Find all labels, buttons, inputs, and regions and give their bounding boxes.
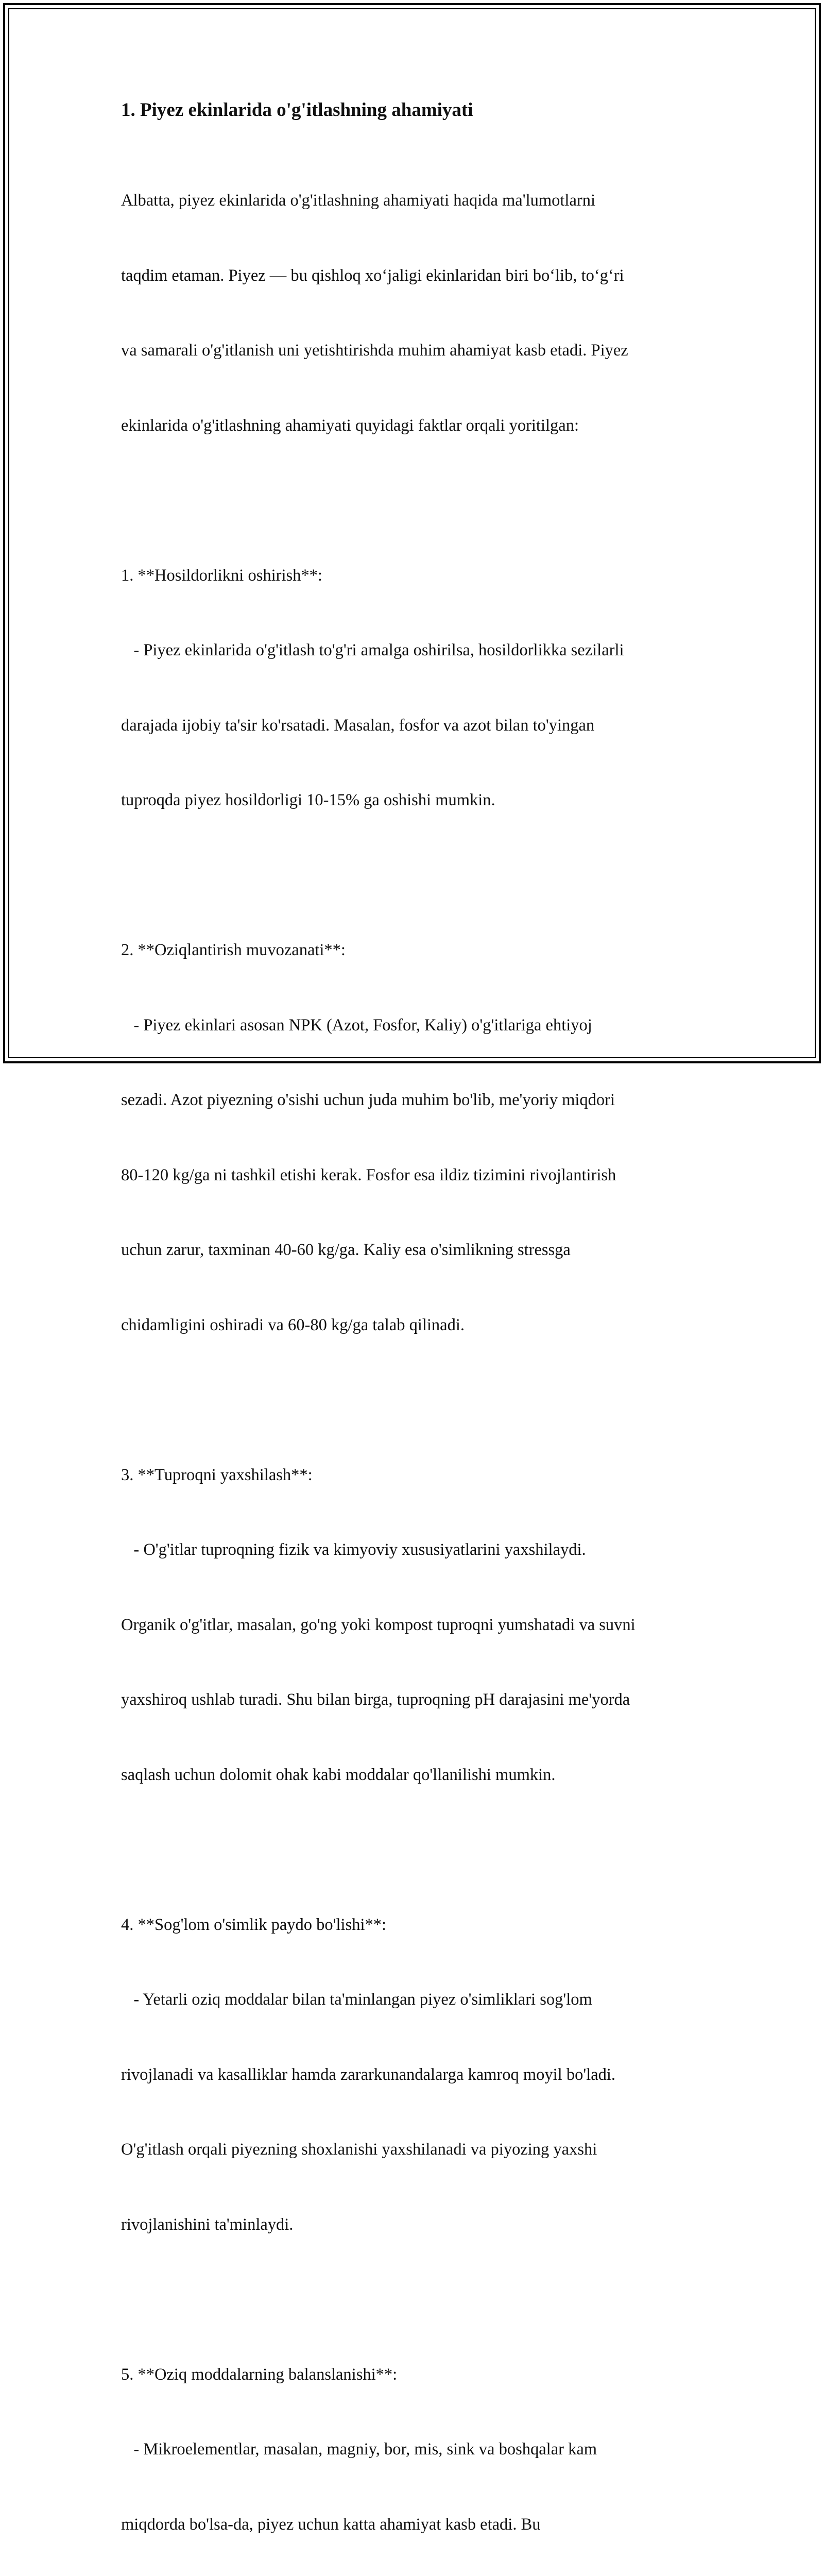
section-2 [121,888,713,1387]
section-title: 1. **Hosildorlikni oshirish**: [121,563,713,588]
document-body [121,98,713,2576]
section-title: 4. **Sog'lom o'simlik paydo bo'lishi**: [121,1912,713,1938]
text-line: rivojlanadi va kasalliklar hamda zararkunandalarga kamroq moyil bo'ladi. [121,2062,713,2088]
section-3 [121,1413,713,1838]
text-line: saqlash uchun dolomit ohak kabi moddalar qo'llanilishi mumkin. [121,1762,713,1788]
text-line: 80-120 kg/ga ni tashkil etishi kerak. Fosfor esa ildiz tizimini rivojlantirish [121,1163,713,1188]
text-line: taqdim etaman. Piyez — bu qishloq xo‘jaligi ekinlaridan biri bo‘lib, to‘g‘ri [121,263,713,289]
text-line: tuproqda piyez hosildorligi 10-15% ga oshishi mumkin. [121,788,713,813]
text-line: - Yetarli oziq moddalar bilan ta'minlangan piyez o'simliklari sog'lom [121,1987,713,2012]
text-line: chidamligini oshiradi va 60-80 kg/ga talab qilinadi. [121,1313,713,1338]
text-line: - Piyez ekinlari asosan NPK (Azot, Fosfor, Kaliy) o'g'itlariga ehtiyoj [121,1013,713,1038]
text-line: va samarali o'g'itlanish uni yetishtirishda muhim ahamiyat kasb etadi. Piyez [121,338,713,363]
intro-paragraph [121,138,713,488]
section-5 [121,2312,713,2576]
section-title: 2. **Oziqlantirish muvozanati**: [121,938,713,963]
text-line: - Piyez ekinlarida o'g'itlash to'g'ri amalga oshirilsa, hosildorlikka sezilarli [121,638,713,663]
text-line: ekinlarida o'g'itlashning ahamiyati quyidagi faktlar orqali yoritilgan: [121,413,713,438]
text-line: - O'g'itlar tuproqning fizik va kimyoviy xususiyatlarini yaxshilaydi. [121,1537,713,1563]
text-line: uchun zarur, taxminan 40-60 kg/ga. Kaliy esa o'simlikning stressga [121,1238,713,1263]
page-title: 1. Piyez ekinlarida o'g'itlashning ahamiyati [121,98,713,123]
text-line: Organik o'g'itlar, masalan, go'ng yoki kompost tuproqni yumshatadi va suvni [121,1613,713,1638]
text-line: rivojlanishini ta'minlaydi. [121,2212,713,2238]
text-line: sezadi. Azot piyezning o'sishi uchun juda muhim bo'lib, me'yoriy miqdori [121,1088,713,1113]
text-line: - Mikroelementlar, masalan, magniy, bor, mis, sink va boshqalar kam [121,2437,713,2462]
section-4 [121,1862,713,2287]
text-line: miqdorda bo'lsa-da, piyez uchun katta ahamiyat kasb etadi. Bu [121,2512,713,2537]
text-line: darajada ijobiy ta'sir ko'rsatadi. Masalan, fosfor va azot bilan to'yingan [121,713,713,738]
text-line: yaxshiroq ushlab turadi. Shu bilan birga, tuproqning pH darajasini me'yorda [121,1687,713,1713]
section-1 [121,513,713,863]
section-title: 5. **Oziq moddalarning balanslanishi**: [121,2362,713,2387]
text-line: O'g'itlash orqali piyezning shoxlanishi yaxshilanadi va piyozing yaxshi [121,2137,713,2162]
section-title: 3. **Tuproqni yaxshilash**: [121,1463,713,1488]
text-line: Albatta, piyez ekinlarida o'g'itlashning ahamiyati haqida ma'lumotlarni [121,188,713,213]
